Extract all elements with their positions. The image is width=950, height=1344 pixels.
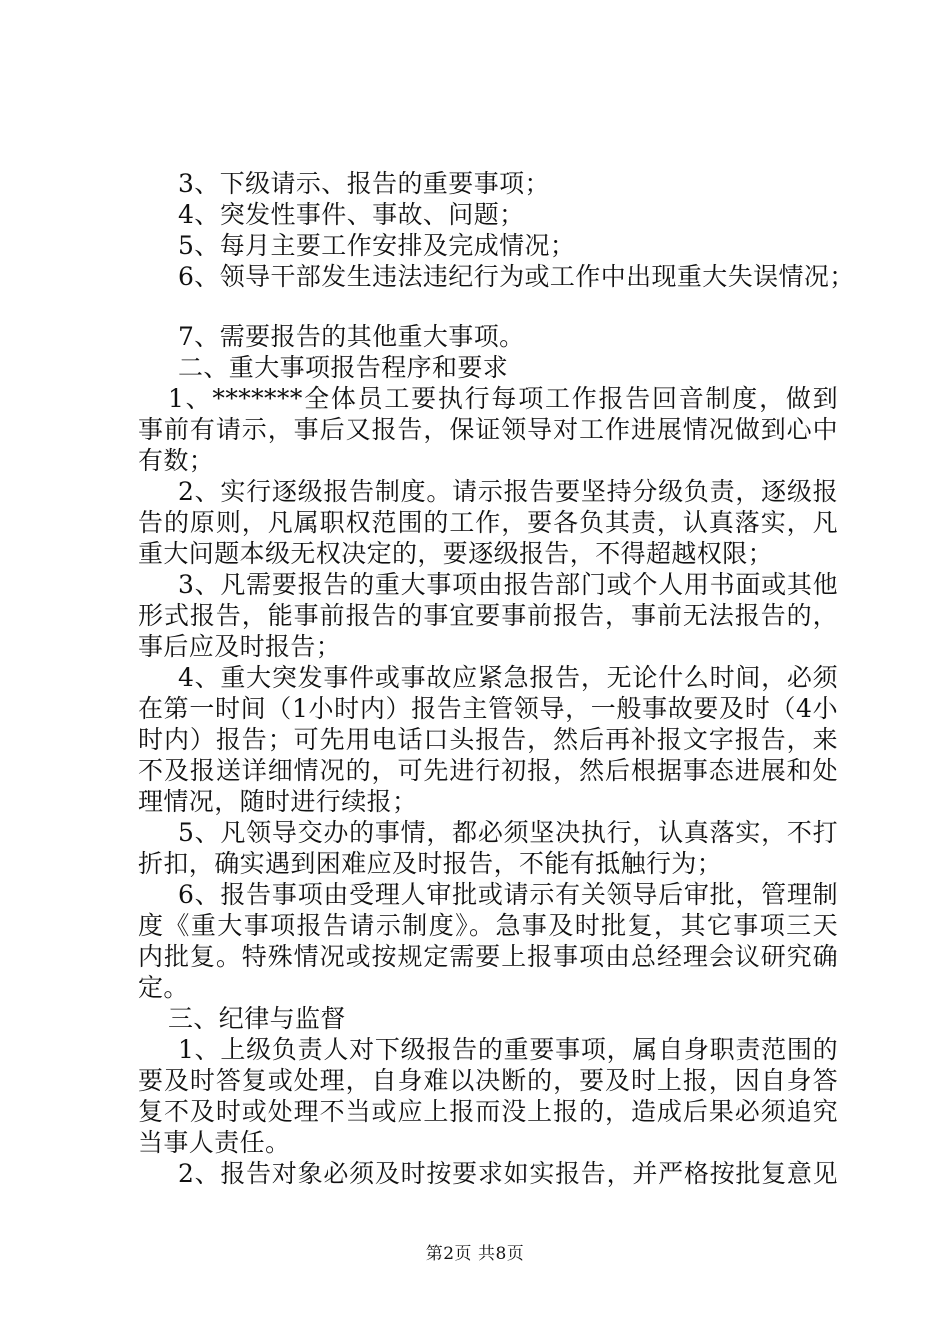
text-line: 度《重大事项报告请示制度》。急事及时批复，其它事项三天 (138, 911, 838, 940)
text-line: 告的原则，凡属职权范围的工作，要各负其责，认真落实，凡 (138, 508, 838, 537)
text-line: 1、上级负责人对下级报告的重要事项，属自身职责范围的 (178, 1035, 838, 1064)
text-line: 7、需要报告的其他重大事项。 (178, 322, 525, 351)
text-line: 时内）报告；可先用电话口头报告，然后再补报文字报告，来 (138, 725, 838, 754)
text-line: 三、纪律与监督 (168, 1004, 346, 1033)
text-line: 事后应及时报告； (138, 632, 342, 661)
text-line: 定。 (138, 973, 189, 1002)
text-line: 复不及时或处理不当或应上报而没上报的，造成后果必须追究 (138, 1097, 838, 1126)
text-line: 在第一时间（1小时内）报告主管领导，一般事故要及时（4小 (138, 694, 838, 723)
text-line: 5、每月主要工作安排及完成情况； (178, 231, 576, 260)
text-line: 当事人责任。 (138, 1128, 291, 1157)
text-line: 4、突发性事件、事故、问题； (178, 200, 525, 229)
text-line: 重大问题本级无权决定的，要逐级报告，不得超越权限； (138, 539, 774, 568)
text-line: 形式报告，能事前报告的事宜要事前报告，事前无法报告的， (138, 601, 838, 630)
text-line: 5、凡领导交办的事情，都必须坚决执行，认真落实，不打 (178, 818, 838, 847)
text-line: 事前有请示，事后又报告，保证领导对工作进展情况做到心中 (138, 415, 838, 444)
text-line: 有数； (138, 446, 215, 475)
text-line: 2、实行逐级报告制度。请示报告要坚持分级负责，逐级报 (178, 477, 838, 506)
text-line: 1、*******全体员工要执行每项工作报告回音制度，做到 (168, 384, 838, 413)
text-line: 内批复。特殊情况或按规定需要上报事项由总经理会议研究确 (138, 942, 838, 971)
text-line: 6、领导干部发生违法违纪行为或工作中出现重大失误情况； (178, 262, 855, 291)
text-line: 3、凡需要报告的重大事项由报告部门或个人用书面或其他 (178, 570, 838, 599)
text-line: 折扣，确实遇到困难应及时报告，不能有抵触行为； (138, 849, 723, 878)
text-line: 3、下级请示、报告的重要事项； (178, 169, 550, 198)
text-line: 不及报送详细情况的，可先进行初报，然后根据事态进展和处 (138, 756, 838, 785)
text-line: 要及时答复或处理，自身难以决断的，要及时上报，因自身答 (138, 1066, 838, 1095)
text-line: 6、报告事项由受理人审批或请示有关领导后审批，管理制 (178, 880, 838, 909)
text-line: 理情况，随时进行续报； (138, 787, 418, 816)
text-line: 二、重大事项报告程序和要求 (178, 353, 509, 382)
text-line: 2、报告对象必须及时按要求如实报告，并严格按批复意见 (178, 1159, 838, 1188)
text-line: 4、重大突发事件或事故应紧急报告，无论什么时间，必须 (178, 663, 838, 692)
page-footer: 第2页 共8页 (425, 1244, 525, 1264)
